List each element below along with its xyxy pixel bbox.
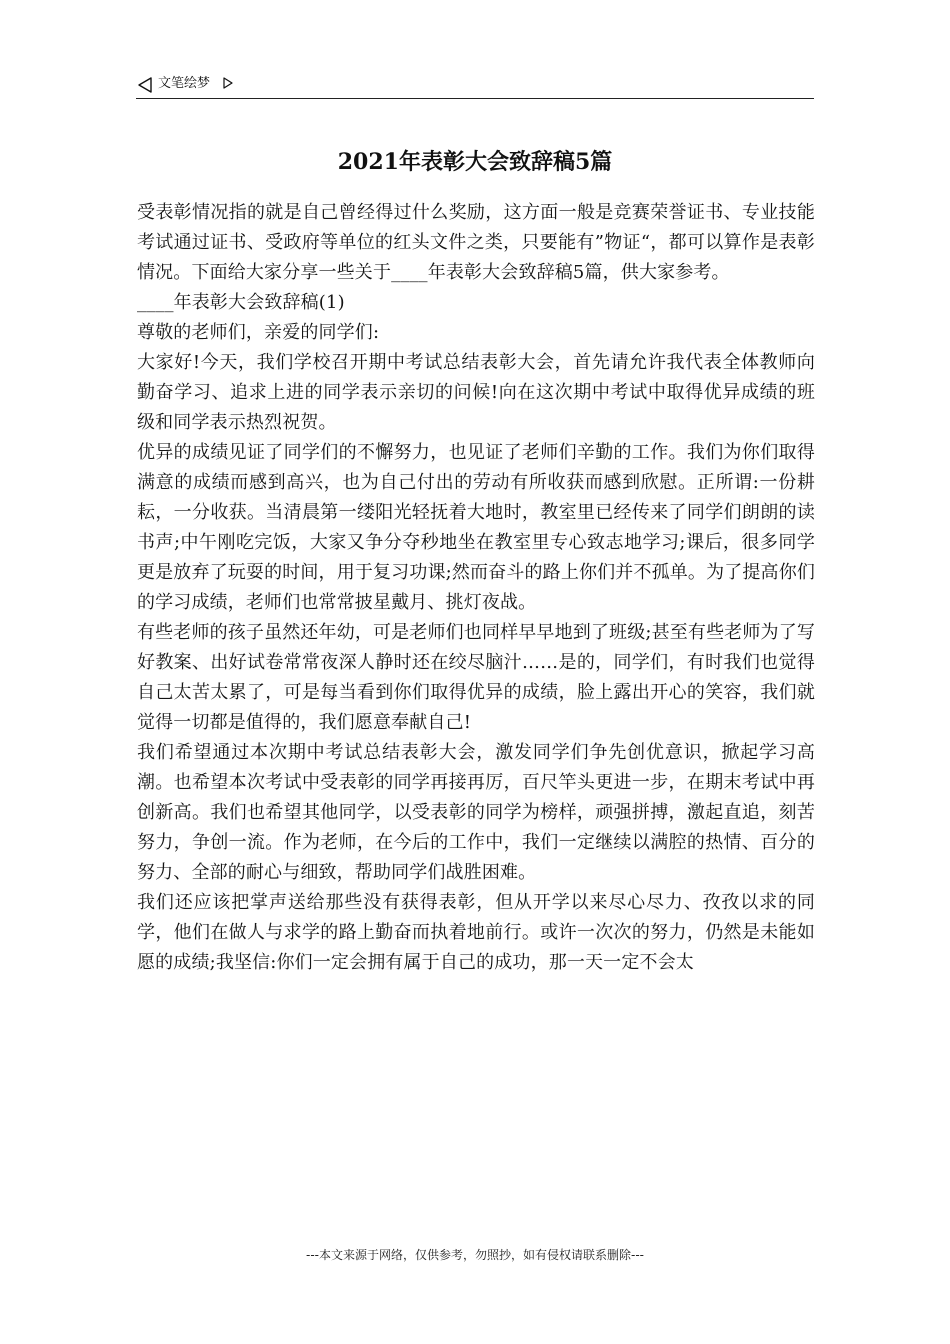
document-title: 2021年表彰大会致辞稿5篇 <box>337 149 613 175</box>
triangle-left-icon <box>136 76 154 94</box>
page-footer: ---本文来源于网络，仅供参考，勿照抄，如有侵权请联系删除--- <box>306 1248 644 1262</box>
paragraph: 我们希望通过本次期中考试总结表彰大会，激发同学们争先创优意识，掀起学习高潮。也希望本次考试中受表彰的同学再接再厉，百尺竿头更进一步，在期末考试中再创新高。我们也希望其他同学，以受表彰的同学为榜样，顽强拼搏，激起直追，刻苦努力，争创一流。作为老师，在今后的工作中，我们一定继续以满腔的热情、百分的努力、全部的耐心与细致，帮助同学们战胜困难。 <box>137 742 815 883</box>
paragraph: 我们还应该把掌声送给那些没有获得表彰，但从开学以来尽心尽力、孜孜以求的同学，他们在做人与求学的路上勤奋而执着地前行。或许一次次的努力，仍然是未能如愿的成绩;我坚信:你们一定会拥有属于自己的成功，那一天一定不会太 <box>137 892 815 973</box>
section-heading: ____年表彰大会致辞稿(1) <box>137 292 345 313</box>
paragraph: 大家好!今天，我们学校召开期中考试总结表彰大会，首先请允许我代表全体教师向勤奋学习、追求上进的同学表示亲切的问候!向在这次期中考试中取得优异成绩的班级和同学表示热烈祝贺。 <box>137 352 815 433</box>
page-header <box>136 72 814 99</box>
document-body <box>137 198 815 978</box>
header-title: 文笔绘梦 <box>158 76 211 91</box>
triangle-right-icon <box>222 76 234 90</box>
paragraph: 优异的成绩见证了同学们的不懈努力，也见证了老师们辛勤的工作。我们为你们取得满意的成绩而感到高兴，也为自己付出的劳动有所收获而感到欣慰。正所谓:一份耕耘，一分收获。当清晨第一缕阳光轻抚着大地时，教室里已经传来了同学们朗朗的读书声;中午刚吃完饭，大家又争分夺秒地坐在教室里专心致志地学习;课后，很多同学更是放弃了玩耍的时间，用于复习功课;然而奋斗的路上你们并不孤单。为了提高你们的学习成绩，老师们也常常披星戴月、挑灯夜战。 <box>137 442 815 613</box>
paragraph-salutation: 尊敬的老师们，亲爱的同学们: <box>137 322 380 343</box>
paragraph-intro: 受表彰情况指的就是自己曾经得过什么奖励，这方面一般是竞赛荣誉证书、专业技能考试通过证书、受政府等单位的红头文件之类，只要能有”物证“，都可以算作是表彰情况。下面给大家分享一些关于____年表彰大会致辞稿5篇，供大家参考。 <box>137 202 815 283</box>
paragraph: 有些老师的孩子虽然还年幼，可是老师们也同样早早地到了班级;甚至有些老师为了写好教案、出好试卷常常夜深人静时还在绞尽脑汁……是的，同学们，有时我们也觉得自己太苦太累了，可是每当看到你们取得优异的成绩，脸上露出开心的笑容，我们就觉得一切都是值得的，我们愿意奉献自己! <box>137 622 815 733</box>
